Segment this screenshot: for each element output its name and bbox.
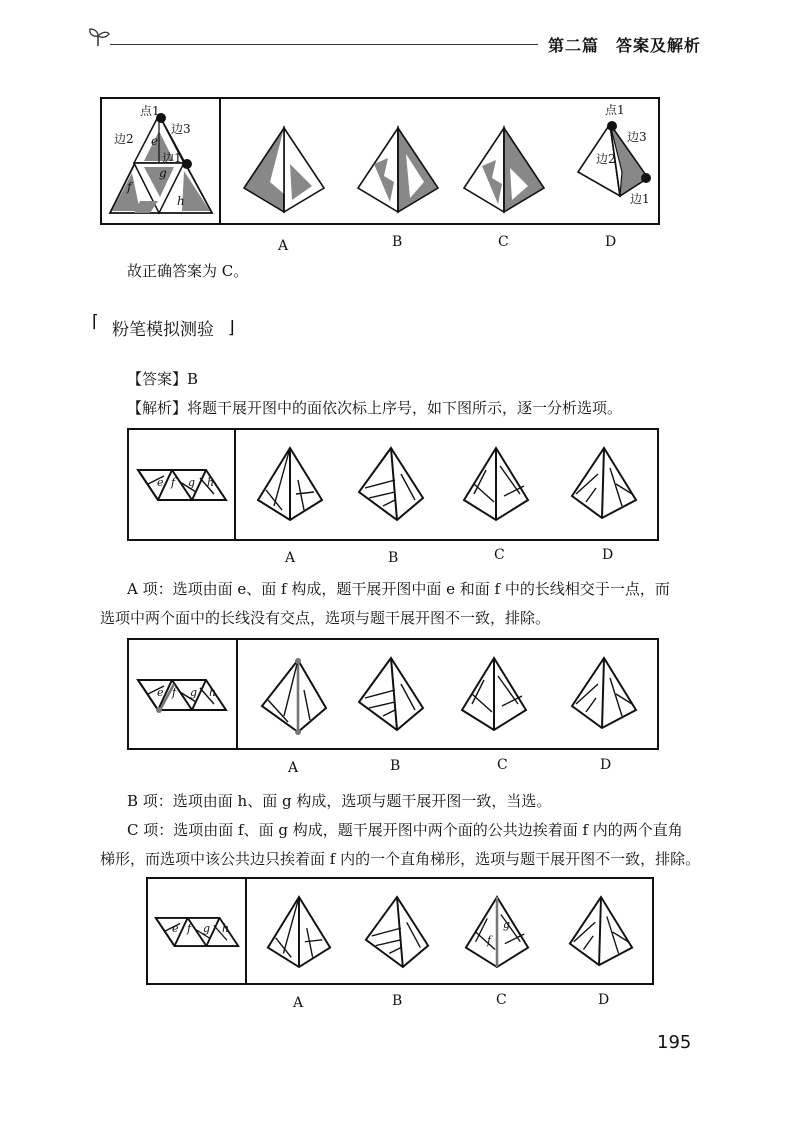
figure-1-d-label-point: 点1: [605, 103, 625, 117]
figure-3-face-e: e: [157, 686, 164, 699]
figure-1-option-c-pyramid: [460, 124, 550, 214]
option-a-text-line2: 选项中两个面中的长线没有交点，选项与题干展开图不一致，排除。: [100, 609, 551, 627]
figure-4-face-g: g: [203, 922, 211, 935]
figure-2-face-h: h: [207, 476, 215, 489]
figure-4-option-b-label: B: [392, 993, 403, 1009]
figure-1-label-face-e: e: [151, 134, 159, 148]
figure-1-d-label-edge3: 边3: [627, 130, 647, 144]
figure-4-face-h: h: [222, 922, 230, 935]
figure-3-option-d-label: D: [600, 757, 612, 773]
figure-1-label-edge3: 边3: [171, 122, 191, 136]
figure-3-option-d-pyramid: [568, 654, 640, 736]
figure-1-divider: [219, 97, 221, 225]
figure-1-option-d-label: D: [605, 234, 617, 250]
figure-3-face-f: f: [172, 686, 177, 699]
header-rule: [110, 44, 538, 45]
figure-1-option-c-label: C: [498, 234, 509, 250]
figure-1-d-label-edge2: 边2: [596, 152, 616, 166]
conclusion-text: 故正确答案为 C。: [127, 262, 249, 280]
section-open-bracket: ⌈: [92, 312, 99, 332]
figure-1-label-face-h: h: [177, 194, 185, 208]
figure-3-face-h: h: [209, 686, 217, 699]
analysis-text: 将题干展开图中的面依次标上序号，如下图所示，逐一分析选项。: [187, 399, 623, 417]
figure-1-label-point: 点1: [140, 104, 160, 118]
figure-4-face-f: f: [187, 922, 192, 935]
option-c-text-line1: C 项：选项由面 f、面 g 构成，题干展开图中两个面的公共边挨着面 f 内的两个直角: [127, 821, 683, 839]
figure-4-divider: [245, 877, 247, 985]
figure-1-option-b-pyramid: [354, 124, 444, 214]
figure-4-option-c-face-f: f: [487, 934, 492, 947]
figure-2-option-a-label: A: [285, 550, 296, 566]
option-b-text: B 项：选项由面 h、面 g 构成，选项与题干展开图一致，当选。: [127, 792, 552, 810]
sprout-icon: [86, 26, 112, 48]
figure-3-option-c-label: C: [497, 757, 508, 773]
figure-2-option-c-pyramid: [460, 444, 532, 526]
section-close-bracket: ⌋: [228, 318, 235, 338]
analysis-tag: 【解析】: [127, 399, 188, 417]
figure-2-option-b-label: B: [388, 550, 399, 566]
figure-2-option-b-pyramid: [355, 444, 427, 526]
option-c-text-line2: 梯形，而选项中该公共边只挨着面 f 内的一个直角梯形，选项与题干展开图不一致，排除。: [100, 850, 701, 868]
figure-3-option-a-label: A: [288, 760, 299, 776]
figure-4-option-d-pyramid: [566, 893, 636, 973]
figure-4-option-a-pyramid: [264, 893, 334, 973]
figure-1-label-face-f: f: [127, 180, 132, 194]
figure-2-divider: [234, 428, 236, 541]
figure-1-label-edge2: 边2: [114, 132, 134, 146]
option-a-text-line1: A 项：选项由面 e、面 f 构成，题干展开图中面 e 和面 f 中的长线相交于一点，而: [127, 580, 670, 598]
figure-1-option-a-pyramid: [240, 124, 330, 214]
header-section-title: 第二篇 答案及解析: [548, 36, 702, 55]
answer-value: B: [187, 370, 199, 388]
page-number: 195: [657, 1032, 692, 1053]
figure-3-option-c-pyramid: [458, 654, 530, 736]
figure-2-option-a-pyramid: [254, 444, 326, 526]
figure-4-option-c-label: C: [496, 992, 507, 1008]
answer-tag: 【答案】: [127, 370, 188, 388]
figure-1-option-b-label: B: [392, 234, 403, 250]
figure-3-option-b-label: B: [390, 758, 401, 774]
figure-2-face-e: e: [157, 476, 164, 489]
figure-2-option-d-label: D: [602, 547, 614, 563]
figure-1-label-face-g: g: [159, 166, 167, 180]
analysis-line: [127, 396, 622, 420]
figure-1-d-label-edge1: 边1: [630, 192, 650, 206]
figure-3-divider: [236, 638, 238, 750]
figure-3-option-b-pyramid: [355, 654, 427, 736]
answer-line: [127, 367, 198, 391]
figure-2-face-g: g: [188, 476, 196, 489]
figure-1-label-edge1: 边1: [162, 151, 182, 165]
figure-4-option-c-pyramid: [462, 893, 532, 973]
figure-2-net: [134, 462, 230, 506]
figure-2-option-c-label: C: [494, 547, 505, 563]
figure-4-option-a-label: A: [293, 995, 304, 1011]
figure-4-option-c-face-g: g: [503, 918, 511, 931]
figure-3-option-a-pyramid: [258, 654, 330, 736]
figure-1-option-a-label: A: [278, 238, 289, 254]
figure-3-face-g: g: [190, 686, 198, 699]
figure-4-option-d-label: D: [598, 992, 610, 1008]
figure-2-face-f: f: [171, 476, 176, 489]
figure-4-option-b-pyramid: [362, 893, 432, 973]
figure-1-net: [104, 101, 216, 221]
figure-2-option-d-pyramid: [568, 444, 640, 526]
figure-4-face-e: e: [172, 922, 179, 935]
section-title: 粉笔模拟测验: [112, 320, 214, 340]
